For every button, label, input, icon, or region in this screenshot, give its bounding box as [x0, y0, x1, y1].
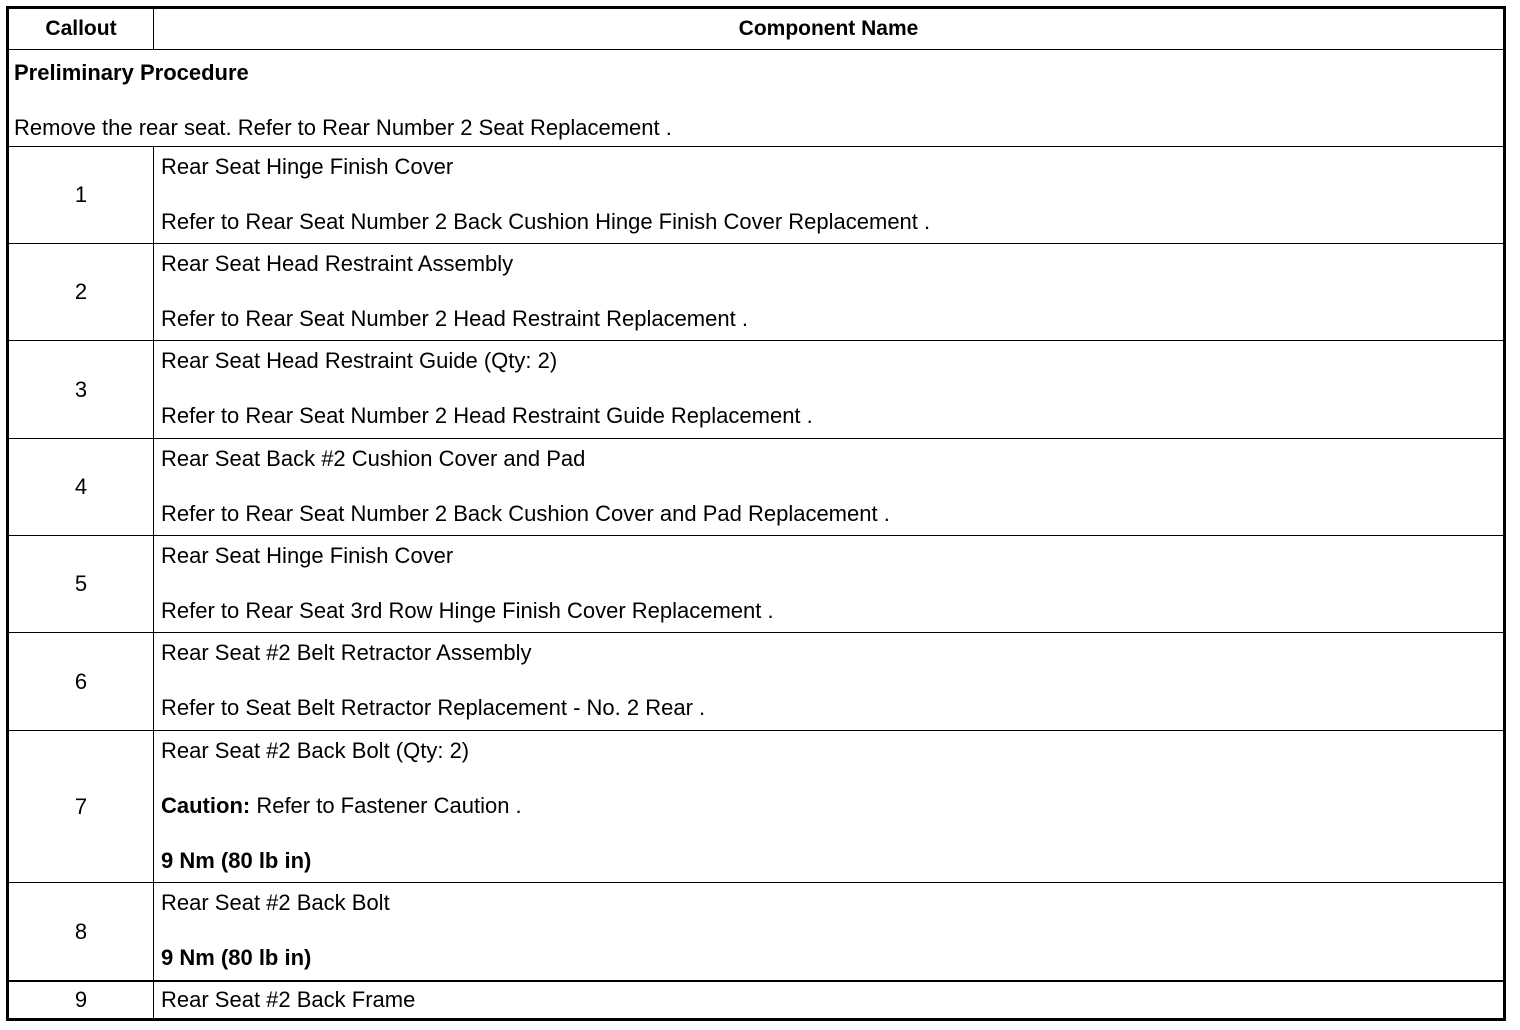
- table-row: [9, 340, 1503, 438]
- component-name: Rear Seat #2 Back Bolt: [161, 890, 390, 915]
- callout-number: 6: [9, 633, 154, 730]
- component-table: [6, 6, 1506, 1021]
- callout-number: 7: [9, 731, 154, 882]
- component-name: Rear Seat Head Restraint Assembly: [161, 251, 514, 276]
- component-reference: Refer to Seat Belt Retractor Replacement - No. 2 Rear .: [161, 695, 706, 720]
- component-reference: Refer to Rear Seat Number 2 Head Restraint Replacement .: [161, 306, 748, 331]
- table-row: [9, 730, 1503, 882]
- component-reference: Refer to Rear Seat 3rd Row Hinge Finish Cover Replacement .: [161, 598, 774, 623]
- table-row: [9, 535, 1503, 632]
- callout-number: 5: [9, 536, 154, 632]
- table-row: [9, 146, 1503, 243]
- table-row: [9, 980, 1503, 1018]
- table-header-row: [9, 9, 1503, 49]
- component-name: Rear Seat Hinge Finish Cover: [161, 543, 454, 568]
- table-row: [9, 243, 1503, 340]
- component-cell: [154, 341, 1503, 438]
- component-reference: Refer to Rear Seat Number 2 Back Cushion Hinge Finish Cover Replacement .: [161, 209, 931, 234]
- component-name: Rear Seat #2 Belt Retractor Assembly: [161, 640, 532, 665]
- component-cell: [154, 982, 1503, 1018]
- preliminary-title: Preliminary Procedure: [14, 60, 249, 85]
- component-cell: [154, 439, 1503, 535]
- callout-number: 8: [9, 883, 154, 980]
- component-cell: [154, 536, 1503, 632]
- caution-label: Caution:: [161, 793, 251, 818]
- table-row: [9, 632, 1503, 730]
- component-name: Rear Seat #2 Back Frame: [161, 987, 416, 1012]
- callout-number: 1: [9, 147, 154, 243]
- preliminary-procedure-row: [9, 49, 1503, 146]
- component-name: Rear Seat Hinge Finish Cover: [161, 154, 454, 179]
- preliminary-text: Remove the rear seat. Refer to Rear Number 2 Seat Replacement .: [14, 115, 672, 140]
- table-row: [9, 882, 1503, 980]
- header-callout: Callout: [9, 9, 154, 49]
- component-cell: [154, 633, 1503, 730]
- header-component-name: Component Name: [738, 17, 919, 40]
- component-reference: Refer to Rear Seat Number 2 Head Restraint Guide Replacement .: [161, 403, 813, 428]
- component-cell: [154, 244, 1503, 340]
- caution-note: [161, 793, 522, 819]
- component-cell: [154, 883, 1503, 980]
- callout-number: 3: [9, 341, 154, 438]
- torque-spec: 9 Nm (80 lb in): [161, 945, 312, 970]
- component-cell: [154, 147, 1503, 243]
- torque-spec: 9 Nm (80 lb in): [161, 848, 312, 873]
- component-cell: [154, 731, 1503, 882]
- component-reference: Refer to Rear Seat Number 2 Back Cushion Cover and Pad Replacement .: [161, 501, 890, 526]
- callout-number: 9: [9, 982, 154, 1018]
- component-name: Rear Seat Head Restraint Guide (Qty: 2): [161, 348, 558, 373]
- table-row: [9, 438, 1503, 535]
- component-name: Rear Seat #2 Back Bolt (Qty: 2): [161, 738, 470, 763]
- caution-text: Refer to Fastener Caution .: [250, 793, 522, 818]
- component-name: Rear Seat Back #2 Cushion Cover and Pad: [161, 446, 586, 471]
- callout-number: 2: [9, 244, 154, 340]
- callout-number: 4: [9, 439, 154, 535]
